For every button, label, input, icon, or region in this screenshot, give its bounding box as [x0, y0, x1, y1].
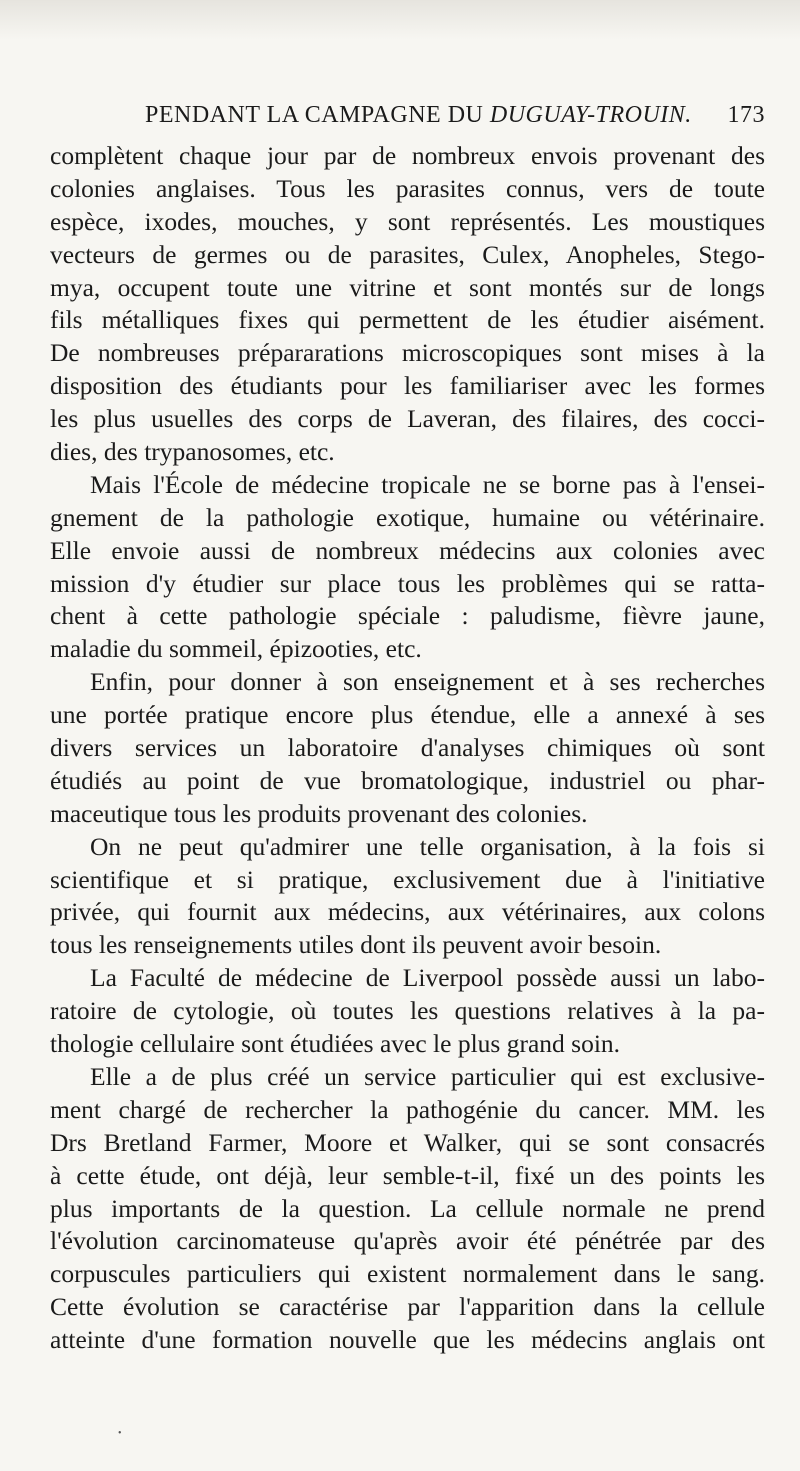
- text-line: La Faculté de médecine de Liverpool possède aussi un labo-: [90, 963, 765, 993]
- text-line: ratoire de cytologie, où toutes les questions relatives à la pa-: [50, 996, 765, 1026]
- text-line: une portée pratique encore plus étendue, elle a annexé à ses: [50, 700, 765, 730]
- text-line: Mais l'École de médecine tropicale ne se borne pas à l'ensei-: [90, 469, 765, 499]
- text-line: Cette évolution se caractérise par l'apparition dans la cellule: [50, 1292, 765, 1322]
- text-line: thologie cellulaire sont étudiées avec le plus grand soin.: [50, 1029, 621, 1059]
- text-line: les plus usuelles des corps de Laveran, des filaires, des cocci-: [50, 404, 765, 434]
- text-line: plus importants de la question. La cellule normale ne prend: [50, 1193, 765, 1223]
- running-head: [145, 102, 765, 136]
- text-line: Drs Bretland Farmer, Moore et Walker, qui se sont consacrés: [50, 1127, 765, 1157]
- page-number: 173: [727, 102, 765, 128]
- text-line: privée, qui fournit aux médecins, aux vétérinaires, aux colons: [50, 897, 765, 927]
- scan-top-edge: [0, 0, 800, 40]
- text-line: maladie du sommeil, épizooties, etc.: [50, 634, 422, 664]
- text-line: mission d'y étudier sur place tous les problèmes qui se ratta-: [50, 568, 765, 598]
- text-line: à cette étude, ont déjà, leur semble-t-il, fixé un des points les: [50, 1160, 765, 1190]
- text-line: fils métalliques fixes qui permettent de les étudier aisément.: [50, 305, 765, 335]
- text-line: mya, occupent toute une vitrine et sont montés sur de longs: [50, 272, 765, 302]
- text-line: espèce, ixodes, mouches, y sont représentés. Les moustiques: [50, 206, 765, 236]
- body-text: [50, 140, 765, 1357]
- text-line: étudiés au point de vue bromatologique, industriel ou phar-: [50, 765, 765, 795]
- text-line: tous les renseignements utiles dont ils peuvent avoir besoin.: [50, 930, 662, 960]
- text-line: On ne peut qu'admirer une telle organisation, à la fois si: [90, 831, 765, 861]
- text-line: l'évolution carcinomateuse qu'après avoir été pénétrée par des: [50, 1226, 765, 1256]
- ship-name: DUGUAY-TROUIN.: [489, 102, 692, 128]
- text-line: maceutique tous les produits provenant des colonies.: [50, 798, 588, 828]
- text-line: chent à cette pathologie spéciale : paludisme, fièvre jaune,: [50, 601, 765, 631]
- text-line: disposition des étudiants pour les familiariser avec les formes: [50, 371, 765, 401]
- text-line: atteinte d'une formation nouvelle que les médecins anglais ont: [50, 1325, 765, 1355]
- running-head-title: PENDANT LA CAMPAGNE DU DUGUAY-TROUIN.: [145, 102, 692, 128]
- text-line: Elle a de plus créé un service particulier qui est exclusive-: [90, 1061, 765, 1091]
- text-line: De nombreuses prépararations microscopiques sont mises à la: [50, 338, 765, 368]
- text-line: colonies anglaises. Tous les parasites connus, vers de toute: [50, 173, 765, 203]
- text-line: corpuscules particuliers qui existent normalement dans le sang.: [50, 1259, 765, 1289]
- scan-speck: •: [118, 1428, 122, 1439]
- text-line: gnement de la pathologie exotique, humaine ou vétérinaire.: [50, 502, 765, 532]
- text-line: complètent chaque jour par de nombreux envois provenant des: [50, 141, 765, 170]
- text-line: scientifique et si pratique, exclusivement due à l'initiative: [50, 864, 765, 894]
- text-line: dies, des trypanosomes, etc.: [50, 437, 335, 467]
- text-line: vecteurs de germes ou de parasites, Culex, Anopheles, Stego-: [50, 239, 765, 269]
- text-line: Enfin, pour donner à son enseignement et à ses recherches: [90, 667, 765, 697]
- text-line: ment chargé de rechercher la pathogénie du cancer. MM. les: [50, 1094, 765, 1124]
- text-line: Elle envoie aussi de nombreux médecins aux colonies avec: [50, 535, 765, 565]
- text-line: divers services un laboratoire d'analyses chimiques où sont: [50, 733, 765, 763]
